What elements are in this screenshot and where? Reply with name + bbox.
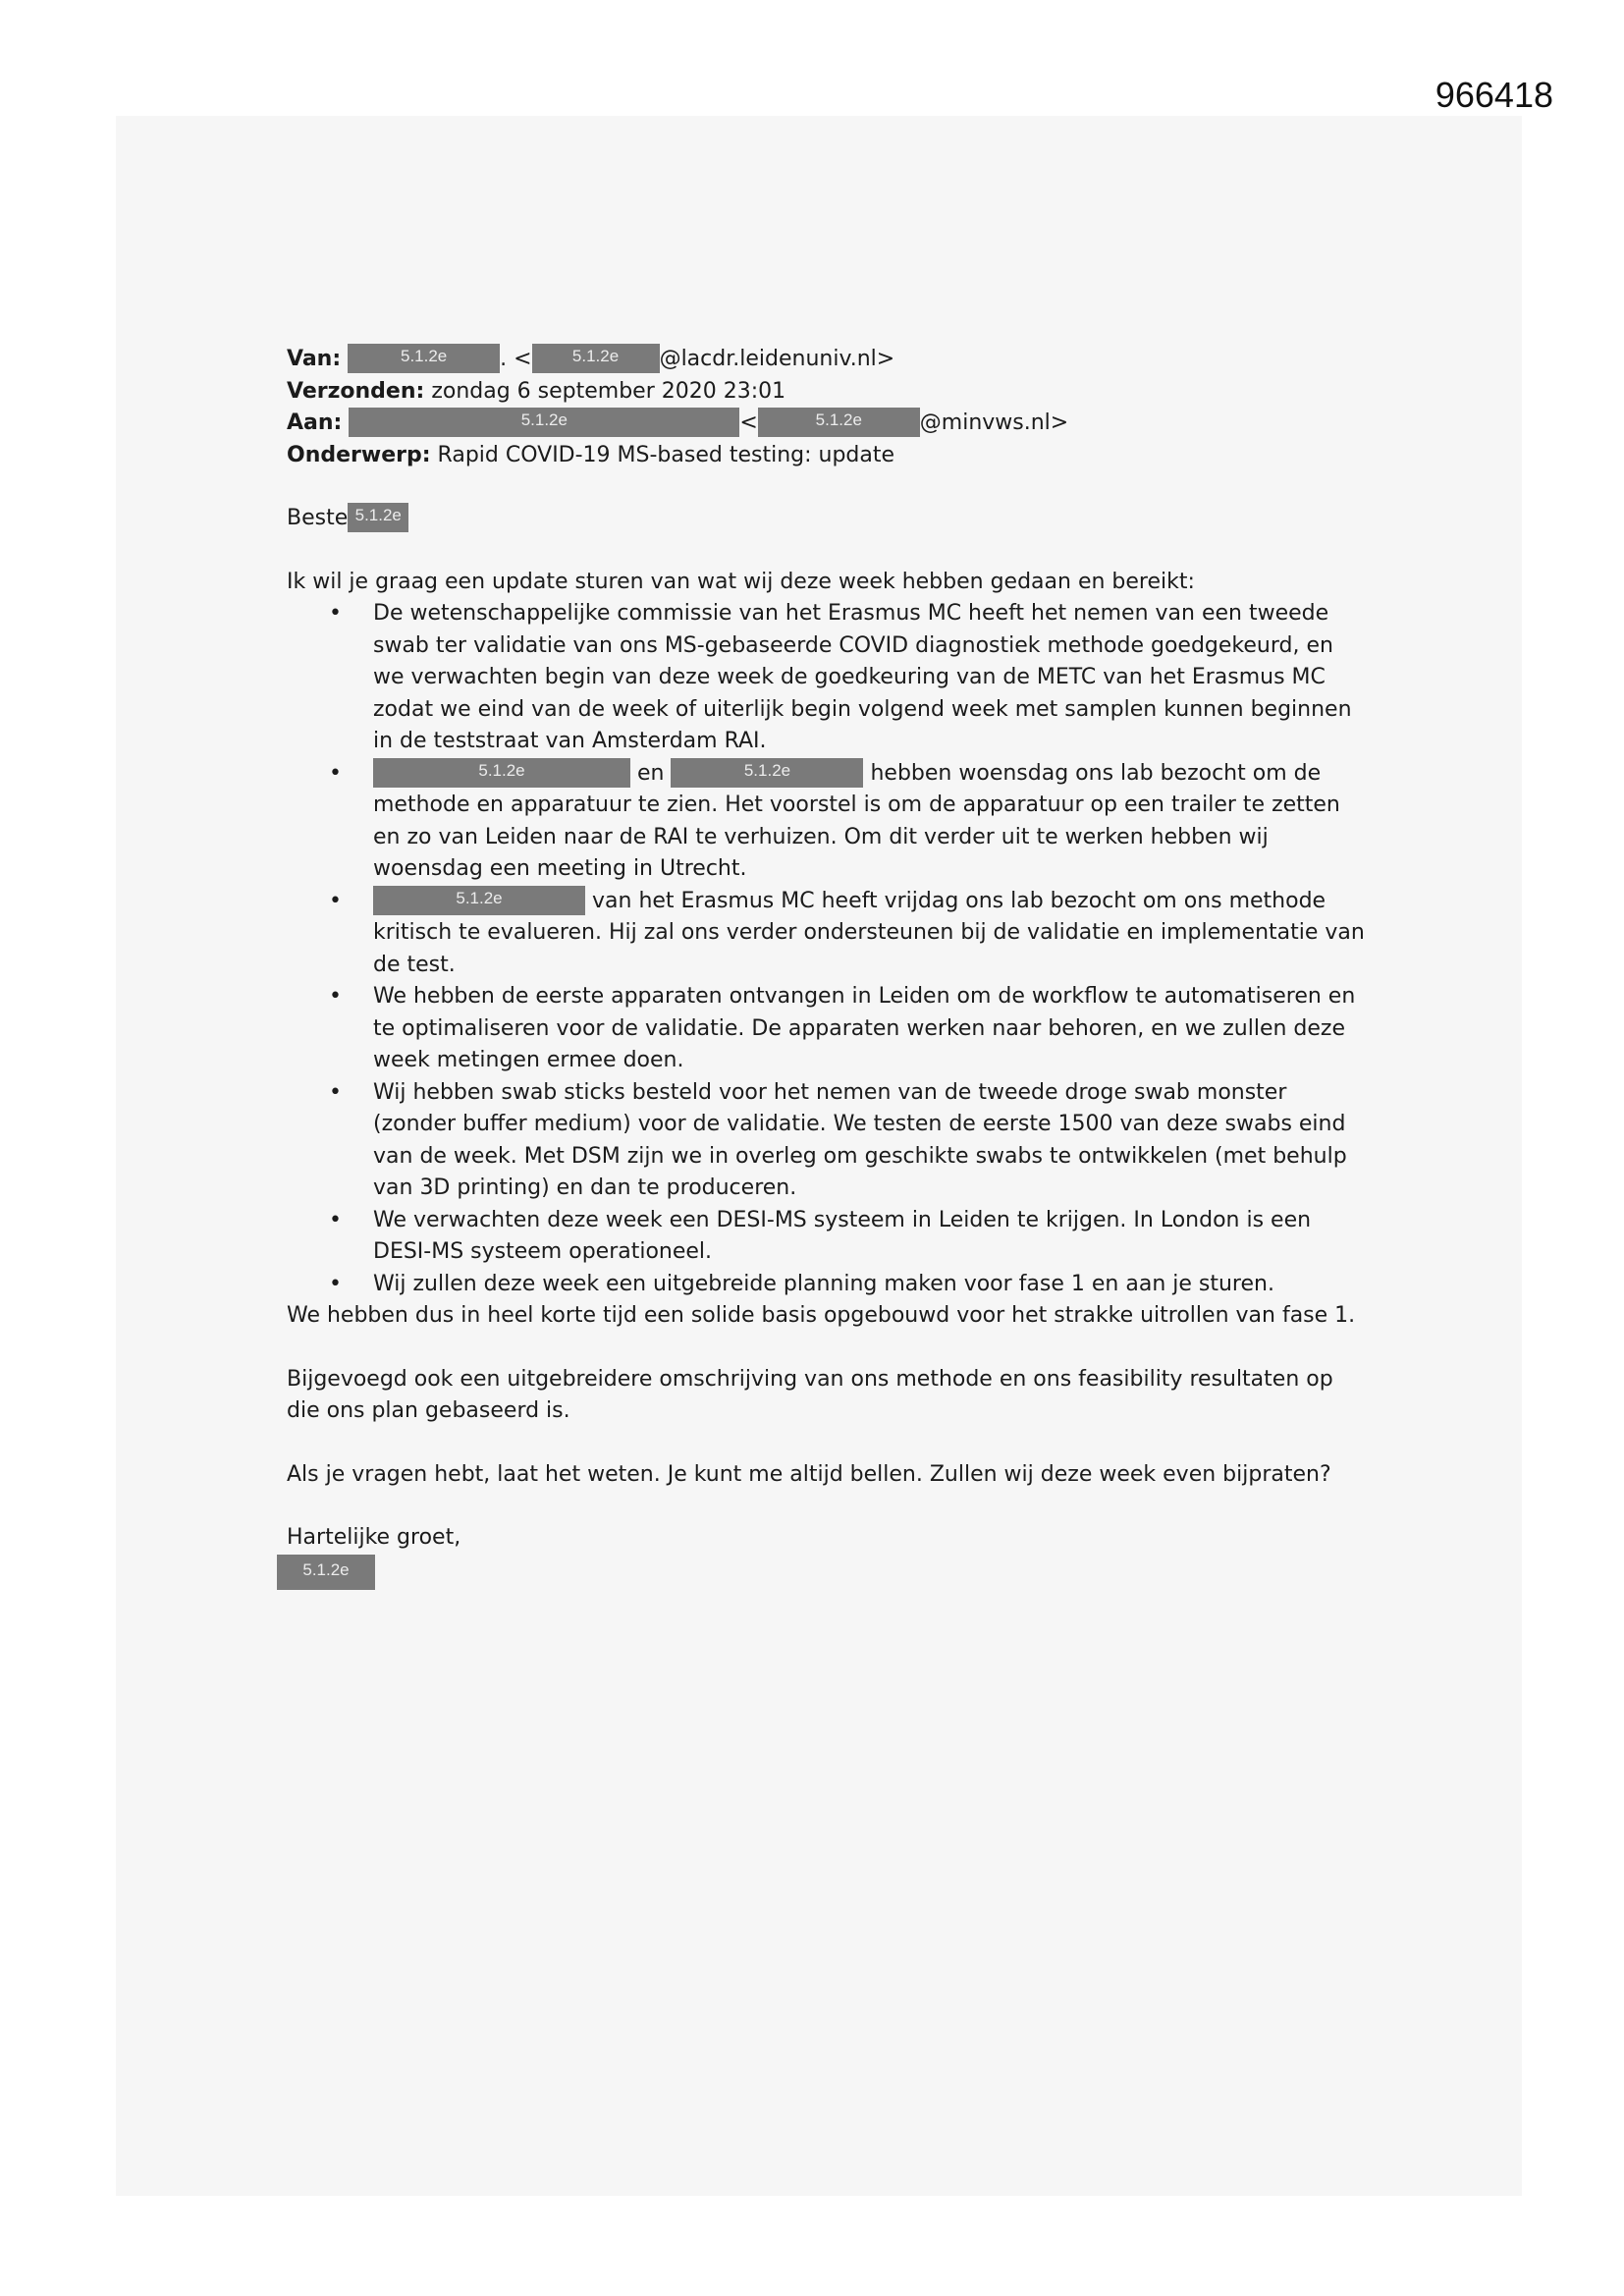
to-label: Aan: xyxy=(287,410,343,435)
to-separator: < xyxy=(739,410,758,435)
redaction-box: 5.1.2e xyxy=(373,886,585,915)
sent-line xyxy=(287,376,1367,409)
list-item-text: van het Erasmus MC heeft vrijdag ons lab bezocht om ons methode kritisch te evalueren. Hij zal ons verder ondersteunen bij de validatie en implementatie van de test. xyxy=(373,888,1365,977)
list-item: • Wij zullen deze week een uitgebreide planning maken voor fase 1 en aan je sturen. xyxy=(287,1269,1367,1301)
email-header xyxy=(287,344,1367,471)
list-item xyxy=(287,758,1367,886)
to-domain: @minvws.nl> xyxy=(919,410,1069,435)
attachment-paragraph: Bijgevoegd ook een uitgebreidere omschrijving van ons methode en ons feasibility resultaten op die ons plan gebaseerd is. xyxy=(287,1366,1333,1423)
update-list xyxy=(287,598,1367,1300)
redaction-box: 5.1.2e xyxy=(348,344,500,373)
greeting-line xyxy=(287,503,1367,535)
summary-paragraph: We hebben dus in heel korte tijd een solide basis opgebouwd voor het strakke uitrollen van fase 1. xyxy=(287,1303,1356,1328)
redaction-box: 5.1.2e xyxy=(349,408,739,437)
redaction-box: 5.1.2e xyxy=(671,758,863,788)
signoff: Hartelijke groet, xyxy=(287,1525,461,1550)
intro-paragraph: Ik wil je graag een update sturen van wat wij deze week hebben gedaan en bereikt: xyxy=(287,569,1195,594)
list-item: • Wij hebben swab sticks besteld voor het nemen van de tweede droge swab monster (zonder buffer medium) voor de validatie. We testen de eerste 1500 van deze swabs eind van de week. Met DSM zijn we in overleg om geschikte swabs te ontwikkelen (met behulp van 3D printing) en dan te produceren. xyxy=(287,1077,1367,1205)
document-number: 966418 xyxy=(1435,75,1553,115)
from-separator: . < xyxy=(500,347,532,371)
closing-question: Als je vragen hebt, laat het weten. Je kunt me altijd bellen. Zullen wij deze week even bijpraten? xyxy=(287,1461,1331,1487)
to-line xyxy=(287,408,1367,440)
subject-label: Onderwerp: xyxy=(287,442,431,467)
list-item: • We hebben de eerste apparaten ontvangen in Leiden om de workflow te automatiseren en te optimaliseren voor de validatie. De apparaten werken naar behoren, en we zullen deze week metingen ermee doen. xyxy=(287,981,1367,1077)
from-line xyxy=(287,344,1367,376)
sent-label: Verzonden: xyxy=(287,378,425,404)
list-item xyxy=(287,886,1367,982)
list-item-text: hebben woensdag ons lab bezocht om de methode en apparatuur te zien. Het voorstel is om de apparatuur op een trailer te zetten en zo van Leiden naar de RAI te verhuizen. Om dit verder uit te werken hebben wij woensdag een meeting in Utrecht. xyxy=(373,760,1340,881)
list-item: • We verwachten deze week een DESI-MS systeem in Leiden te krijgen. In London is een DESI-MS systeem operationeel. xyxy=(287,1205,1367,1269)
subject-line xyxy=(287,440,1367,472)
redaction-box: 5.1.2e xyxy=(532,344,660,373)
list-item: • De wetenschappelijke commissie van het Erasmus MC heeft het nemen van een tweede swab ter validatie van ons MS-gebaseerde COVID diagnostiek methode goedgekeurd, en we verwachten begin van deze week de goedkeuring van de METC van het Erasmus MC zodat we eind van de week of uiterlijk begin volgend week met samplen kunnen beginnen in de teststraat van Amsterdam RAI. xyxy=(287,598,1367,758)
from-label: Van: xyxy=(287,347,342,371)
conjunction: en xyxy=(637,760,665,786)
sent-value: zondag 6 september 2020 23:01 xyxy=(431,378,786,404)
greeting: Beste xyxy=(287,506,349,530)
signature-line xyxy=(287,1555,1367,1590)
redaction-box: 5.1.2e xyxy=(348,503,408,532)
email-letter xyxy=(287,344,1367,1590)
redaction-box: 5.1.2e xyxy=(277,1555,375,1590)
subject-value: Rapid COVID-19 MS-based testing: update xyxy=(437,442,895,467)
redaction-box: 5.1.2e xyxy=(373,758,630,788)
from-domain: @lacdr.leidenuniv.nl> xyxy=(659,347,895,371)
redaction-box: 5.1.2e xyxy=(758,408,920,437)
